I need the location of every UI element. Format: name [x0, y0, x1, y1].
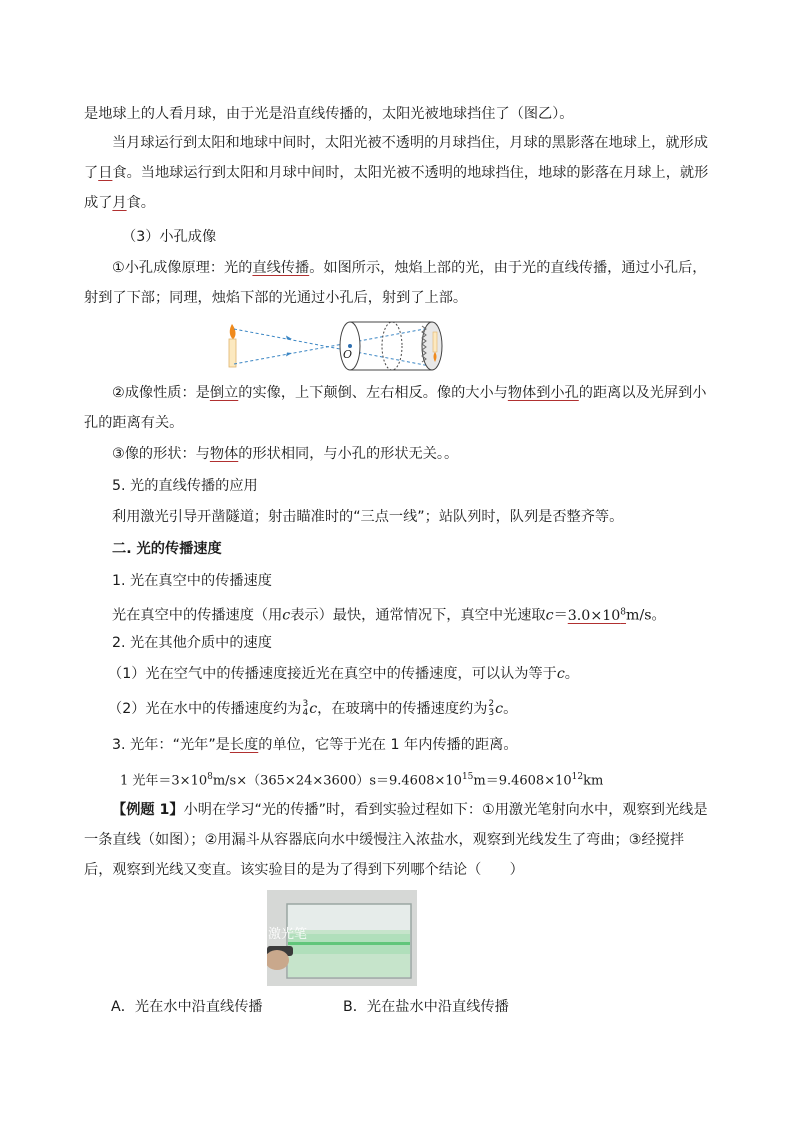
heading-speed: 二. 光的传播速度: [112, 541, 222, 557]
option-b[interactable]: B．光在盐水中沿直线传播: [343, 999, 509, 1015]
term-inverted: 倒立: [209, 385, 239, 401]
photo-label: 激光笔: [268, 927, 308, 942]
paragraph-eclipse-line-3: 成了月食。: [84, 195, 155, 211]
example-line-2: 一条直线（如图）；②用漏斗从容器底向水中缓慢注入浓盐水，观察到光线发生了弯曲；③经搅拌: [84, 832, 685, 848]
paragraph-principle-line-2: 射到了下部；同理，烛焰下部的光通过小孔后，射到了上部。: [84, 290, 468, 306]
term-object-to-hole: 物体到小孔: [507, 385, 579, 401]
heading-media: 2. 光在其他介质中的速度: [112, 635, 272, 651]
example-tag: 【例题 1】: [112, 802, 184, 818]
term-straight-propagation: 直线传播: [252, 260, 310, 276]
term-length: 长度: [229, 737, 259, 753]
paragraph-principle-line-1: ①小孔成像原理：光的直线传播。如图所示，烛焰上部的光，由于光的直线传播，通过小孔后，: [112, 260, 707, 276]
fraction-two-thirds: 2 3: [488, 699, 495, 718]
heading-light-year: 3. 光年：“光年”是长度的单位，它等于光在 1 年内传播的距离。: [112, 737, 518, 753]
paragraph-air: （1）光在空气中的传播速度接近光在真空中的传播速度，可以认为等于c。: [108, 666, 579, 682]
candle-icon: [229, 324, 236, 367]
paragraph-application: 利用激光引导开凿隧道；射击瞄准时的“三点一线”；站队列时，队列是否整齐等。: [112, 509, 624, 525]
paragraph-eclipse-line-2: 了日食。当地球运行到太阳和月球中间时，太阳光被不透明的地球挡住，地球的影落在月球上，就形: [84, 165, 709, 181]
paragraph-water: （2）光在水中的传播速度约为 3 4 c，在玻璃中的传播速度约为 2 3 c。: [108, 699, 518, 718]
formula-light-year: 1 光年$=3\times 10^8m/s\times(365\times 24\times 3600)s=9.4608\times 10^{15}m=9.4608\times 10^{12}km$: [120, 772, 604, 789]
example-line-3: 后，观察到光线又变直。该实验目的是为了得到下列哪个结论（ ）: [84, 862, 524, 878]
heading-pinhole: （3）小孔成像: [122, 229, 217, 245]
inverted-candle-icon: [433, 332, 437, 362]
paragraph-intro: 是地球上的人看月球，由于光是沿直线传播的，太阳光被地球挡住了（图乙）。: [84, 106, 574, 122]
light-rays: [234, 328, 430, 366]
term-object: 物体: [209, 446, 239, 462]
paragraph-eclipse-line-1: 当月球运行到太阳和地球中间时，太阳光被不透明的月球挡住，月球的黑影落在地球上，就形成: [112, 135, 708, 151]
fraction-three-quarters: 3 4: [302, 699, 309, 718]
paragraph-shape: ③像的形状：与物体的形状相同，与小孔的形状无关。。: [112, 446, 459, 462]
label-o: O: [343, 348, 353, 361]
heading-application: 5. 光的直线传播的应用: [112, 478, 258, 494]
laser-tank-photo: [267, 890, 417, 986]
example-line-1: 【例题 1】小明在学习“光的传播”时，看到实验过程如下：①用激光笔射向水中，观察到光线是: [112, 802, 708, 818]
heading-vacuum: 1. 光在真空中的传播速度: [112, 573, 272, 589]
paragraph-vacuum: 光在真空中的传播速度（用c表示）最快，通常情况下，真空中光速取$c=3.0\times 10^8m/s$。: [112, 607, 666, 624]
pinhole-camera-figure: [222, 320, 462, 372]
term-lunar-eclipse: 月: [112, 195, 127, 211]
camera-box: [340, 322, 442, 370]
paragraph-nature-line-2: 孔的距离有关。: [84, 415, 184, 431]
term-solar-eclipse: 日: [98, 165, 113, 181]
paragraph-nature-line-1: ②成像性质：是倒立的实像，上下颠倒、左右相反。像的大小与物体到小孔的距离以及光屏到小: [112, 385, 707, 401]
option-a[interactable]: A．光在水中沿直线传播: [111, 999, 263, 1015]
value-speed-of-light: $3.0\times 10^8$: [567, 607, 627, 624]
